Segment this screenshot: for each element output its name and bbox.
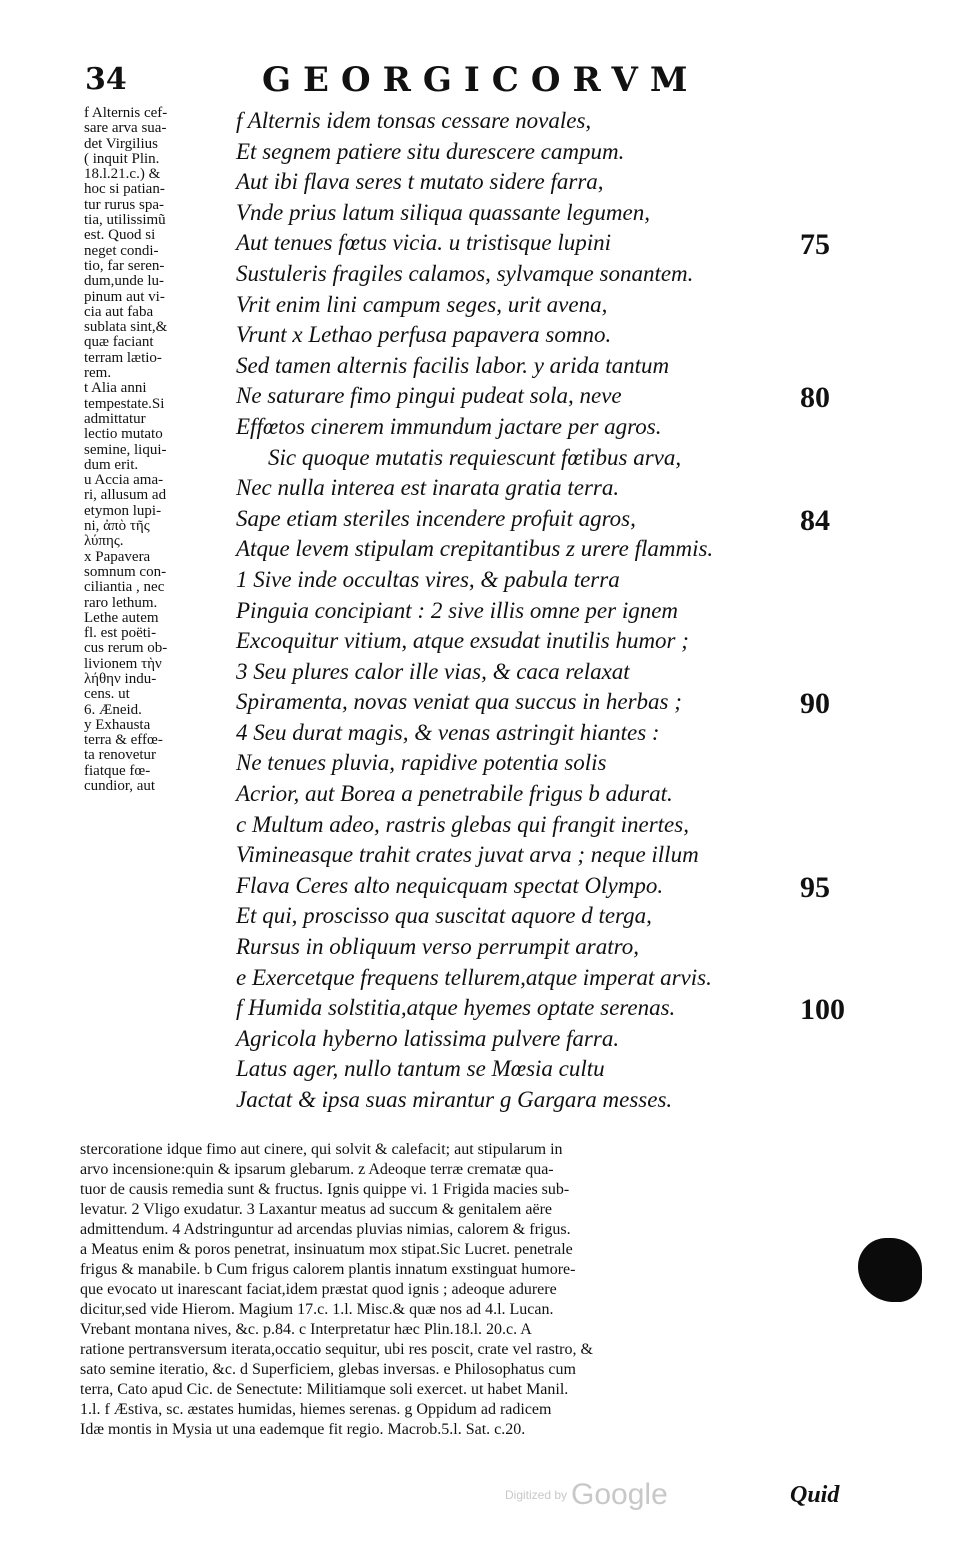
line-number: 80	[800, 381, 830, 415]
commentary-line: Idæ montis in Mysia ut una eademque fit regio. Macrob.5.l. Sat. c.20.	[80, 1421, 526, 1438]
commentary-line: arvo incensione:quin & ipsarum glebarum. z Adeoque terræ crematæ qua-	[80, 1161, 554, 1178]
verse-line: Pinguia concipiant : 2 sive illis omne per ignem	[236, 597, 679, 623]
side-note-line: terram lætio-	[84, 350, 162, 366]
watermark-prefix: Digitized by	[505, 1488, 568, 1502]
verse-line: Ne saturare fimo pingui pudeat sola, neve	[236, 383, 622, 409]
side-note-line: tur rurus spa-	[84, 197, 164, 213]
verse-line: c Multum adeo, rastris glebas qui frangit inertes,	[236, 811, 689, 837]
verse-line: Aut tenues fœtus vicia. u tristisque lupini	[236, 230, 612, 256]
verse-line: Vrit enim lini campum seges, urit avena,	[236, 291, 608, 317]
side-note-line: det Virgilius	[84, 136, 158, 152]
verse-line: 1 Sive inde occultas vires, & pabula terra	[236, 566, 620, 592]
google-logo: Google	[571, 1478, 668, 1511]
side-note-line: etymon lupi-	[84, 503, 162, 519]
side-note-line: Lethe autem	[84, 610, 159, 626]
ink-blot	[858, 1238, 922, 1302]
commentary-line: a Meatus enim & poros penetrat, insinuatum mox stipat.Sic Lucret. penetrale	[80, 1241, 573, 1258]
side-note-line: quæ faciant	[84, 335, 154, 351]
side-note-line: x Papavera	[84, 549, 151, 565]
side-note-line: cia aut faba	[84, 304, 154, 320]
side-note-line: semine, liqui-	[84, 442, 167, 458]
verse-line: Vrunt x Lethao perfusa papavera somno.	[236, 322, 612, 348]
verse-line: Nec nulla interea est inarata gratia terra.	[236, 475, 620, 501]
verse-line: Jactat & ipsa suas mirantur g Gargara messes.	[236, 1087, 673, 1112]
verse-line: Sic quoque mutatis requiescunt fœtibus arva,	[268, 444, 682, 470]
side-note-line: ni, ἀπὸ τῆς	[84, 519, 150, 535]
side-note-line: ( inquit Plin.	[84, 151, 160, 167]
commentary-line: stercoratione idque fimo aut cinere, qui solvit & calefacit; aut stipularum in	[80, 1141, 563, 1158]
side-note-line: f Alternis cef-	[84, 106, 168, 121]
side-note-line: somnum con-	[84, 564, 167, 580]
line-number: 95	[800, 871, 830, 904]
verse-line: 4 Seu durat magis, & venas astringit hiantes :	[236, 719, 660, 745]
side-note-line: terra & effœ-	[84, 733, 163, 749]
side-note-line: fiatque fœ-	[84, 763, 151, 779]
verse-line: f Alternis idem tonsas cessare novales,	[236, 108, 592, 133]
side-note-line: hoc si patian-	[84, 182, 165, 198]
side-note-line: dum erit.	[84, 457, 139, 473]
side-note-line: sare arva sua-	[84, 121, 167, 137]
side-note-line: dum,unde lu-	[84, 274, 164, 290]
side-note-line: cens. ut	[84, 687, 130, 703]
verse-line: Flava Ceres alto nequicquam spectat Olympo.	[236, 872, 664, 898]
verse-line: Excoquitur vitium, atque exsudat inutilis humor ;	[236, 628, 689, 654]
commentary-line: sato semine iteratio, &c. d Superficiem, glebas inversas. e Philosophatus cum	[80, 1361, 576, 1378]
commentary-line: tuor de causis remedia sunt & fructus. Ignis quippe vi. 1 Frigida macies sub-	[80, 1181, 570, 1198]
commentary-line: Vrebant montana nives, &c. p.84. c Interpretatur hæc Plin.18.l. 20.c. A	[80, 1321, 532, 1338]
verse-line: Spiramenta, novas veniat qua succus in herbas ;	[236, 689, 682, 715]
verse-line: Sed tamen alternis facilis labor. y arida tantum	[236, 352, 670, 378]
side-note-line: λήθην indu-	[84, 671, 157, 687]
verse-line: Aut ibi flava seres t mutato sidere farra,	[236, 169, 604, 195]
side-note-line: 18.l.21.c.) &	[84, 167, 161, 183]
side-note-line: ciliantia , nec	[84, 580, 165, 596]
commentary-line: frigus & manabile. b Cum frigus calorem plantis innatum exstinguat humore-	[80, 1261, 576, 1278]
verse-block	[236, 106, 856, 1116]
verse-line: Effœtos cinerem immundum jactare per agros.	[236, 413, 662, 439]
side-note-line: sublata sint,&	[84, 320, 168, 336]
catchword: Quid	[790, 1482, 840, 1508]
commentary-line: dicitur,sed vide Hierom. Magium 17.c. 1.l. Misc.& quæ nos ad 4.l. Lucan.	[80, 1301, 554, 1318]
verse-line: Rursus in obliquum verso perrumpit aratro,	[236, 934, 639, 960]
digitized-by-google-watermark	[505, 1478, 668, 1512]
side-note-line: admittatur	[84, 411, 146, 427]
side-note-line: ri, allusum ad	[84, 488, 167, 504]
side-note-line: neget condi-	[84, 243, 159, 259]
verse-line: Acrior, aut Borea a penetrabile frigus b adurat.	[236, 781, 673, 807]
verse-line: Vnde prius latum siliqua quassante legumen,	[236, 199, 650, 225]
side-note-line: cundior, aut	[84, 779, 156, 795]
side-note-line: est. Quod si	[84, 228, 156, 244]
side-note-line: pinum aut vi-	[84, 289, 165, 305]
verse-line: Sustuleris fragiles calamos, sylvamque sonantem.	[236, 260, 694, 286]
page-number: 34	[85, 62, 127, 97]
side-note-line: 6. Æneid.	[84, 702, 142, 718]
side-note-line: u Accia ama-	[84, 473, 164, 489]
side-note-line: cus rerum ob-	[84, 641, 168, 657]
commentary-line: admittendum. 4 Adstringuntur ad arcendas pluvias nimias, calorem & frigus.	[80, 1221, 571, 1238]
side-note-line: livionem τὴν	[84, 656, 162, 672]
side-note-line: rem.	[84, 366, 112, 382]
side-note-line: y Exhausta	[84, 717, 151, 733]
verse-line: Latus ager, nullo tantum se Mœsia cultu	[236, 1056, 605, 1082]
verse-line: Sape etiam steriles incendere profuit agros,	[236, 505, 636, 531]
line-number: 90	[800, 687, 830, 721]
commentary-block	[80, 1140, 860, 1440]
commentary-line: ratione pertransversum iterata,occatio sequitur, ubi res poscit, crate vel rastro, &	[80, 1341, 593, 1358]
verse-line: Agricola hyberno latissima pulvere farra.	[236, 1025, 620, 1051]
verse-line: Et segnem patiere situ durescere campum.	[236, 138, 625, 164]
verse-line: 3 Seu plures calor ille vias, & caca relaxat	[236, 658, 630, 684]
side-note-line: tempestate.Si	[84, 396, 165, 412]
side-note-line: ta renovetur	[84, 748, 157, 764]
verse-line: Atque levem stipulam crepitantibus z urere flammis.	[236, 536, 714, 562]
side-note-line: fl. est poëti-	[84, 626, 157, 642]
commentary-line: 1.l. f Æstiva, sc. æstates humidas, hiemes serenas. g Oppidum ad radicem	[80, 1401, 552, 1418]
side-note-line: raro lethum.	[84, 595, 158, 611]
commentary-line: que evocato ut inarescant faciat,idem præstat quod ignis ; adeoque adurere	[80, 1281, 557, 1298]
verse-line: e Exercetque frequens tellurem,atque imperat arvis.	[236, 964, 712, 990]
line-number: 84	[800, 503, 830, 537]
side-note-line: tio, far seren-	[84, 258, 165, 274]
side-notes	[84, 106, 236, 794]
verse-line: Vimineasque trahit crates juvat arva ; neque illum	[236, 842, 699, 868]
verse-line: Ne tenues pluvia, rapidive potentia solis	[236, 750, 607, 776]
verse-line: f Humida solstitia,atque hyemes optate serenas.	[236, 995, 676, 1021]
line-number: 75	[800, 228, 830, 262]
side-note-line: t Alia anni	[84, 381, 147, 397]
side-note-line: tia, utilissimũ	[84, 213, 166, 229]
commentary-line: levatur. 2 Vligo exudatur. 3 Laxantur meatus ad succum & genitalem aëre	[80, 1201, 552, 1218]
side-note-line: lectio mutato	[84, 427, 163, 443]
line-number: 100	[800, 993, 845, 1027]
running-head: GEORGICORVM	[262, 60, 700, 100]
commentary-line: terra, Cato apud Cic. de Senectute: Militiamque soli exercet. ut habet Manil.	[80, 1381, 569, 1398]
verse-line: Et qui, proscisso qua suscitat aquore d terga,	[236, 903, 652, 929]
side-note-line: λύπης.	[84, 534, 124, 550]
